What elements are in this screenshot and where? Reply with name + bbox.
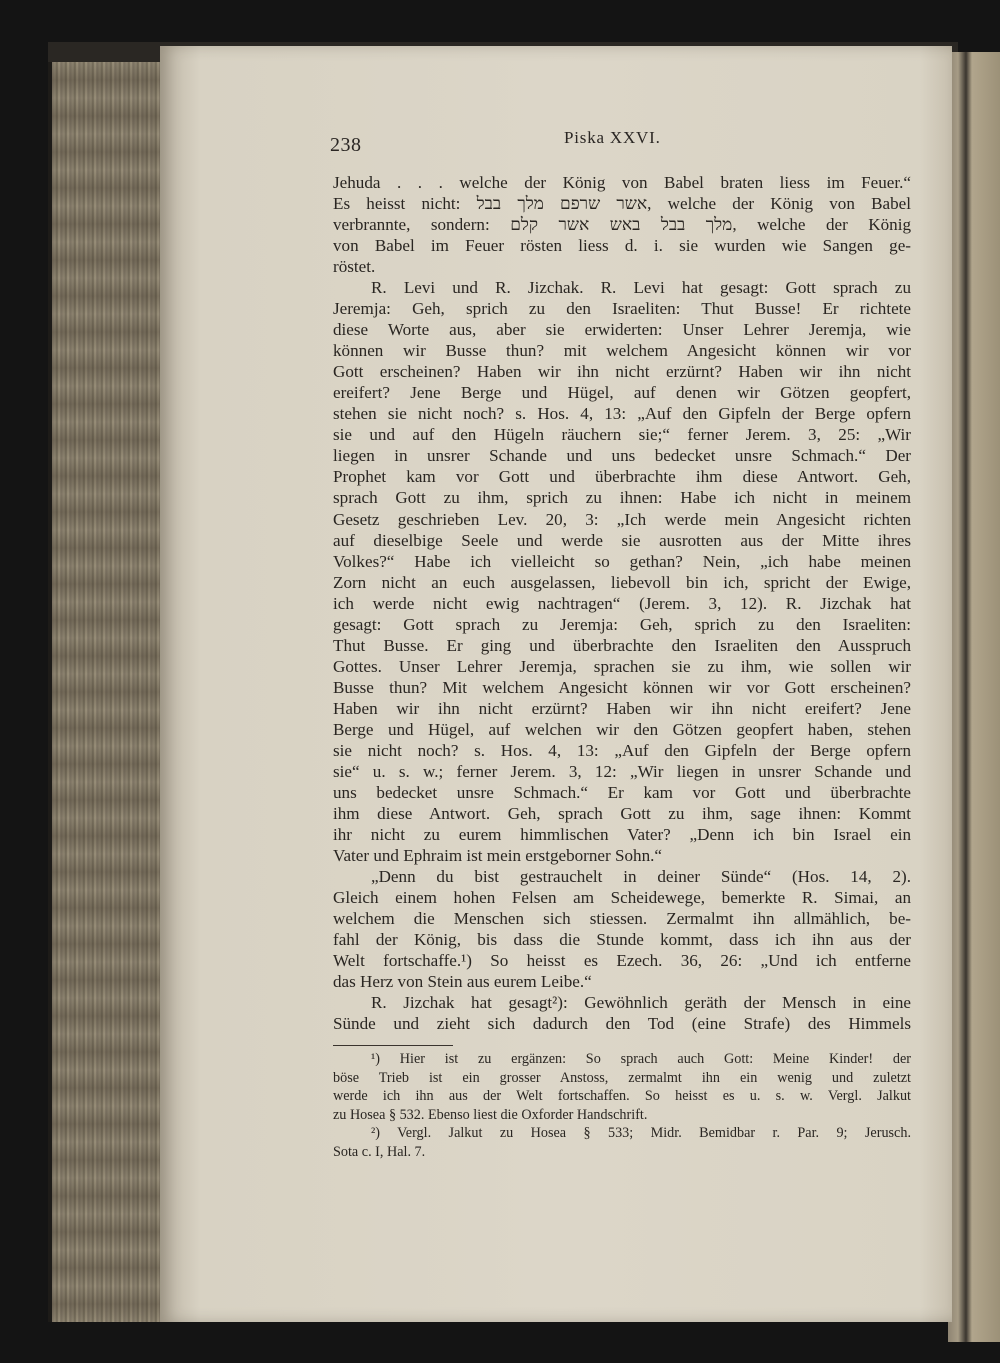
footnote-line: werde ich ihn aus der Welt fortschaffen. So heisst es u. s. w. Vergl. Jalkut <box>333 1088 911 1105</box>
text-line: sie und auf den Hügeln räuchern sie;“ ferner Jerem. 3, 25: „Wir <box>333 425 911 445</box>
text-line: Vater und Ephraim ist mein erstgeborner Sohn.“ <box>333 846 662 865</box>
text-line: das Herz von Stein aus eurem Leibe.“ <box>333 972 592 992</box>
text-line: auf dieselbige Seele und werde sie ausrotten aus der Mitte ihres <box>333 530 911 550</box>
text-line: welchem die Menschen sich stiessen. Zermalmt ihn allmählich, be- <box>333 909 911 929</box>
text-line: „Denn du bist gestrauchelt in deiner Sünde“ (Hos. 14, 2). <box>371 867 911 887</box>
text-line: Gott erscheinen? Haben wir ihn nicht erzürnt? Haben wir ihn nicht <box>333 362 911 382</box>
footnote-line: ¹) Hier ist zu ergänzen: So sprach auch Gott: Meine Kinder! der <box>371 1051 911 1067</box>
text-line: ihr nicht zu eurem himmlischen Vater? „Denn ich bin Israel ein <box>333 824 911 844</box>
text-line: Thut Busse. Er ging und überbrachte den Israeliten den Ausspruch <box>333 635 911 655</box>
text-line: ich werde nicht ewig nachtragen“ (Jerem. 3, 12). R. Jizchak hat <box>333 593 911 613</box>
footnote-line: ²) Vergl. Jalkut zu Hosea § 533; Midr. Bemidbar r. Par. 9; Jerusch. <box>371 1125 911 1142</box>
text-line: Gleich einem hohen Felsen am Scheidewege, bemerkte R. Simai, an <box>333 888 911 908</box>
text-line: Gesetz geschrieben Lev. 20, 3: „Ich werde mein Angesicht richten <box>333 509 911 529</box>
text-line: können wir Busse thun? mit welchem Angesicht können wir vor <box>333 341 911 361</box>
text-line: von Babel im Feuer rösten liess d. i. sie wurden wie Sangen ge- <box>333 236 911 256</box>
page-number: 238 <box>330 134 362 156</box>
text-line: Es heisst nicht: אשר שרפם מלך בבל, welche der König von Babel <box>333 194 911 214</box>
page-header <box>330 128 910 158</box>
text-line: liegen in unsrer Schande und uns bedecket unsre Schmach.“ Der <box>333 446 911 466</box>
footnote-line: böse Trieb ist ein grosser Anstoss, zermalmt ihn ein wenig und zuletzt <box>333 1069 911 1086</box>
text-line: R. Levi und R. Jizchak. R. Levi hat gesagt: Gott sprach zu <box>371 278 911 298</box>
text-line: Haben wir ihn nicht erzürnt? Haben wir ihn nicht ereifert? Jene <box>333 698 911 718</box>
text-line: Berge und Hügel, auf welchen wir den Götzen geopfert haben, stehen <box>333 719 911 739</box>
running-title: Piska XXVI. <box>564 128 661 147</box>
text-line: Jeremja: Geh, sprich zu den Israeliten: Thut Busse! Er richtete <box>333 299 911 319</box>
text-line: Welt fortschaffe.¹) So heisst es Ezech. 36, 26: „Und ich entferne <box>333 951 911 971</box>
text-line: Gottes. Unser Lehrer Jeremja, sprachen sie zu ihm, wie sollen wir <box>333 656 911 676</box>
text-line: ereifert? Jene Berge und Hügel, auf denen wir Götzen geopfert, <box>333 383 911 403</box>
text-line: sie nicht noch? s. Hos. 4, 13: „Auf den Gipfeln der Berge opfern <box>333 740 911 760</box>
text-line: verbrannte, sondern: מלך בבל באש אשר קלם, welche der König <box>333 215 911 235</box>
text-line: gesagt: Gott sprach zu Jeremja: Geh, sprich zu den Israeliten: <box>333 614 911 634</box>
text-line: diese Worte aus, aber sie erwiderten: Unser Lehrer Jeremja, wie <box>333 320 911 340</box>
text-line: ihm diese Antwort. Geh, sprach Gott zu ihm, sage ihnen: Kommt <box>333 803 911 823</box>
book-page-edges-left <box>48 62 164 1322</box>
footnote-divider <box>333 1045 453 1046</box>
text-line: Sünde und zieht sich dadurch den Tod (eine Strafe) des Himmels <box>333 1014 911 1034</box>
text-line: sprach Gott zu ihm, sprich zu ihnen: Habe ich nicht in meinem <box>333 488 911 508</box>
text-line: Jehuda . . . welche der König von Babel braten liess im Feuer.“ <box>333 173 911 192</box>
text-line: R. Jizchak hat gesagt²): Gewöhnlich geräth der Mensch in eine <box>371 993 911 1013</box>
book-page-edges-right <box>948 52 1000 1342</box>
text-line: Volkes?“ Habe ich vielleicht so gethan? Nein, „ich habe meinen <box>333 551 911 571</box>
text-line: sie“ u. s. w.; ferner Jerem. 3, 12: „Wir liegen in unsrer Schande und <box>333 761 911 781</box>
text-line: stehen sie nicht noch? s. Hos. 4, 13: „Auf den Gipfeln der Berge opfern <box>333 404 911 424</box>
text-line: Zorn nicht an euch ausgelassen, liebevoll bin ich, spricht der Ewige, <box>333 572 911 592</box>
text-line: röstet. <box>333 257 376 277</box>
footnotes <box>333 1050 911 1162</box>
text-line: uns bedecket unsre Schmach.“ Er kam vor Gott und überbrachte <box>333 782 911 802</box>
text-line: Busse thun? Mit welchem Angesicht können wir vor Gott erscheinen? <box>333 677 911 697</box>
main-text <box>333 172 911 1034</box>
footnote-line: Sota c. I, Hal. 7. <box>333 1143 426 1160</box>
text-line: fahl der König, bis dass die Stunde kommt, dass ich ihn aus der <box>333 930 911 950</box>
footnote-line: zu Hosea § 532. Ebenso liest die Oxforder Handschrift. <box>333 1106 648 1123</box>
text-line: Prophet kam vor Gott und überbrachte ihm diese Antwort. Geh, <box>333 467 911 487</box>
